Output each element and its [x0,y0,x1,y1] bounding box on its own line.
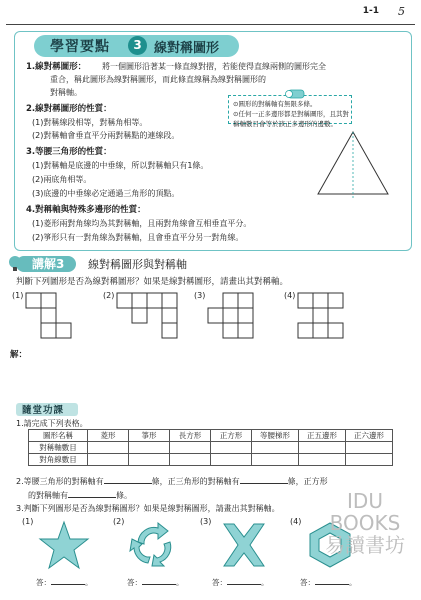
answer-blank[interactable] [227,584,261,585]
table-cell[interactable] [88,442,129,454]
table-cell[interactable] [211,442,252,454]
drill-label-3: (3) [200,517,212,526]
example-label-1: (1) [12,291,24,300]
drill-label-2: (2) [113,517,125,526]
page-number: 5 [398,5,405,18]
example-question: 判斷下列圖形是否為線對稱圖形？如果是線對稱圖形，請畫出其對稱軸。 [16,277,289,287]
drill-title: 隨堂功課 [22,405,65,416]
table-cell[interactable] [211,454,252,466]
point4-item1: (1)菱形兩對角線均為其對稱軸，且兩對角線會互相垂直平分。 [32,219,252,228]
note-line2: ⊙任何一正多邊形都是對稱圖形，且其對 [233,110,349,118]
drill-answer-3: 答： 。 [212,578,269,587]
scroll-icon [285,88,307,100]
example-label-2: (2) [103,291,115,300]
square-net-figure-3 [206,291,270,341]
table-cell[interactable] [252,454,299,466]
table-row [29,430,393,442]
table-row [29,454,393,466]
summary-banner-title: 學習要點 [50,39,110,55]
table-cell[interactable] [88,454,129,466]
table-row [29,442,393,454]
answer-blank[interactable] [315,584,349,585]
example-label-3: (3) [194,291,206,300]
drill-q3: 3.判斷下列圖形是否為線對稱圖形？如果是線對稱圖形，請畫出其對稱軸。 [16,504,280,513]
summary-topic: 線對稱圖形 [154,41,220,56]
example-topic: 線對稱圖形與對稱軸 [88,258,187,271]
point2-item1: (1)對稱線段相等，對稱角相等。 [32,118,148,127]
drill-answer-2: 答： 。 [127,578,184,587]
drill-q2-line1: 2.等腰三角形的對稱軸有 條，正三角形的對稱軸有 條，正方形 [16,477,328,486]
point1-line1: 將一個圖形沿著某一條直線對摺，若能使得直線兩側的圖形完全 [102,62,326,71]
answer-blank[interactable] [68,497,116,498]
point3-title: 3.等腰三角形的性質： [26,147,112,157]
note-line3: 稱軸數目會等於該正多邊形的邊數。 [233,120,337,128]
table-header-cell: 正六邊形 [346,430,393,442]
point1-line2: 重合，稱此圖形為線對稱圖形，而此條直線稱為線對稱圖形的 [50,75,266,84]
table-cell[interactable] [299,442,346,454]
point3-item1: (1)對稱軸是底邊的中垂線，所以對稱軸只有1條。 [32,161,209,170]
table-cell[interactable] [252,442,299,454]
table-header-cell: 長方形 [170,430,211,442]
table-header-cell: 菱形 [88,430,129,442]
table-cell[interactable] [170,442,211,454]
table-header-cell: 正方形 [211,430,252,442]
drill-q1: 1.請完成下列表格。 [16,419,88,428]
recycle-arrows-figure [128,520,180,570]
example-answer-label: 解： [10,350,28,360]
point2-item2: (2)對稱軸會垂直平分兩對稱點的連線段。 [32,131,180,140]
point3-item3: (3)底邊的中垂線必定通過三角形的頂點。 [32,189,180,198]
answer-blank[interactable] [240,483,288,484]
table-cell[interactable] [346,454,393,466]
table-cell[interactable] [346,442,393,454]
drill-label-1: (1) [22,517,34,526]
square-net-figure-2 [115,291,191,341]
example-banner-title: 講解3 [32,257,65,271]
table-cell[interactable] [170,454,211,466]
square-net-figure-4 [296,291,360,341]
header-rule [6,24,415,25]
summary-number-badge: 3 [128,36,147,55]
property-table [28,429,393,466]
table-row-label: 對稱軸數目 [29,442,88,454]
table-header-cell: 箏形 [129,430,170,442]
answer-blank[interactable] [51,584,85,585]
section-number: 1-1 [362,6,379,16]
drill-answer-4: 答： 。 [300,578,357,587]
point3-item2: (2)兩底角相等。 [32,175,92,184]
answer-blank[interactable] [142,584,176,585]
table-header-cell: 等腰梯形 [252,430,299,442]
star-figure [38,520,90,570]
table-cell[interactable] [299,454,346,466]
table-cell[interactable] [129,442,170,454]
table-header-cell: 圖形名稱 [29,430,88,442]
table-cell[interactable] [129,454,170,466]
drill-label-4: (4) [290,517,302,526]
drill-answer-1: 答： 。 [36,578,93,587]
isosceles-triangle-figure [312,128,394,200]
square-net-figure-1 [24,291,84,341]
point4-item2: (2)箏形只有一對角線為對稱軸，且會垂直平分另一對角線。 [32,233,244,242]
point1-title: 1.線對稱圖形： [26,62,87,72]
table-header-cell: 正五邊形 [299,430,346,442]
answer-blank[interactable] [104,483,152,484]
note-line1: ⊙圓形的對稱軸有無限多條。 [233,100,317,108]
drill-q2-line2: 的對稱軸有 條。 [28,491,132,500]
example-label-4: (4) [284,291,296,300]
point2-title: 2.線對稱圖形的性質： [26,104,112,114]
point1-line3: 對稱軸。 [50,88,82,97]
watermark-logo: IDU BOOKS 易讀書坊 [325,489,405,557]
table-row-label: 對角線數目 [29,454,88,466]
point4-title: 4.對稱軸與特殊多邊形的性質： [26,205,146,215]
cross-x-figure [218,520,270,570]
